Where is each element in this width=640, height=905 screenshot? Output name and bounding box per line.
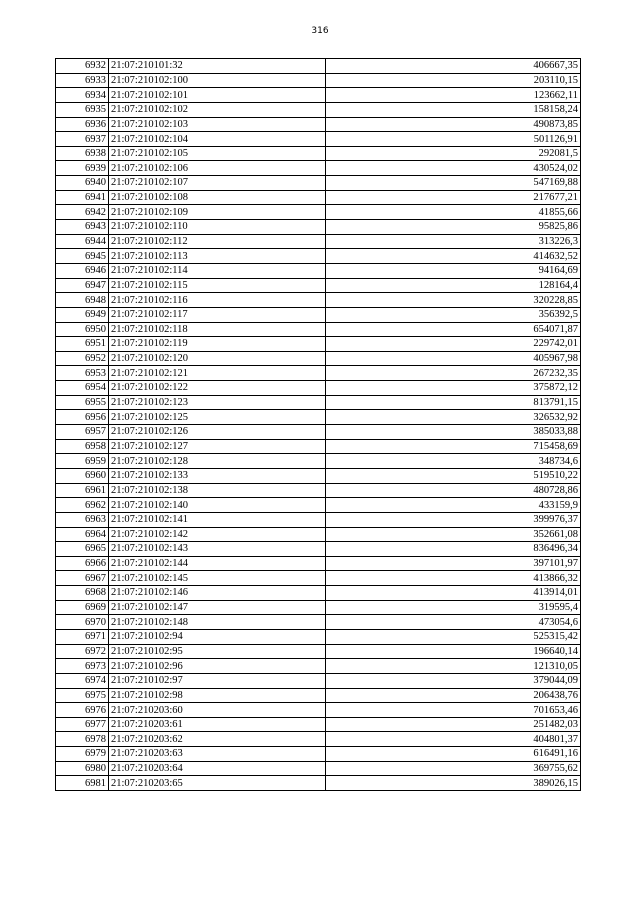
cadastral-value-cell: 413914,01 xyxy=(326,586,581,601)
row-number-cell: 6978 xyxy=(56,732,109,747)
cadastral-value-cell: 356392,5 xyxy=(326,307,581,322)
cadastral-value-cell: 389026,15 xyxy=(326,776,581,791)
cadastral-value-cell: 433159,9 xyxy=(326,498,581,513)
row-number-cell: 6945 xyxy=(56,249,109,264)
cadastral-number-cell: 21:07:210102:109 xyxy=(109,205,326,220)
table-row xyxy=(56,454,581,469)
row-number-cell: 6940 xyxy=(56,176,109,191)
row-number-cell: 6971 xyxy=(56,629,109,644)
row-number-cell: 6972 xyxy=(56,644,109,659)
table-row xyxy=(56,527,581,542)
row-number-cell: 6949 xyxy=(56,307,109,322)
cadastral-number-cell: 21:07:210102:128 xyxy=(109,454,326,469)
cadastral-number-cell: 21:07:210203:61 xyxy=(109,717,326,732)
table-row xyxy=(56,586,581,601)
cadastral-value-cell: 123662,11 xyxy=(326,88,581,103)
cadastral-value-cell: 375872,12 xyxy=(326,381,581,396)
row-number-cell: 6939 xyxy=(56,161,109,176)
cadastral-number-cell: 21:07:210102:106 xyxy=(109,161,326,176)
cadastral-value-table xyxy=(55,58,581,791)
row-number-cell: 6970 xyxy=(56,615,109,630)
cadastral-value-cell: 94164,69 xyxy=(326,263,581,278)
table-row xyxy=(56,190,581,205)
table-row xyxy=(56,293,581,308)
cadastral-value-cell: 836496,34 xyxy=(326,542,581,557)
cadastral-value-cell: 414632,52 xyxy=(326,249,581,264)
cadastral-value-cell: 490873,85 xyxy=(326,117,581,132)
cadastral-number-cell: 21:07:210102:97 xyxy=(109,673,326,688)
table-row xyxy=(56,425,581,440)
table-row xyxy=(56,102,581,117)
cadastral-number-cell: 21:07:210102:117 xyxy=(109,307,326,322)
table-row xyxy=(56,717,581,732)
cadastral-value-cell: 404801,37 xyxy=(326,732,581,747)
row-number-cell: 6935 xyxy=(56,102,109,117)
row-number-cell: 6933 xyxy=(56,73,109,88)
table-row xyxy=(56,395,581,410)
row-number-cell: 6963 xyxy=(56,512,109,527)
table-body xyxy=(56,59,581,791)
cadastral-number-cell: 21:07:210102:94 xyxy=(109,629,326,644)
row-number-cell: 6965 xyxy=(56,542,109,557)
table-row xyxy=(56,571,581,586)
cadastral-value-cell: 352661,08 xyxy=(326,527,581,542)
row-number-cell: 6955 xyxy=(56,395,109,410)
row-number-cell: 6969 xyxy=(56,600,109,615)
cadastral-value-cell: 320228,85 xyxy=(326,293,581,308)
row-number-cell: 6957 xyxy=(56,425,109,440)
cadastral-value-cell: 217677,21 xyxy=(326,190,581,205)
cadastral-number-cell: 21:07:210102:145 xyxy=(109,571,326,586)
table-row xyxy=(56,176,581,191)
cadastral-number-cell: 21:07:210102:126 xyxy=(109,425,326,440)
cadastral-number-cell: 21:07:210102:110 xyxy=(109,220,326,235)
cadastral-number-cell: 21:07:210102:141 xyxy=(109,512,326,527)
table-row xyxy=(56,117,581,132)
table-row xyxy=(56,468,581,483)
cadastral-number-cell: 21:07:210102:107 xyxy=(109,176,326,191)
table-row xyxy=(56,644,581,659)
table-row xyxy=(56,263,581,278)
table-row xyxy=(56,629,581,644)
cadastral-value-cell: 158158,24 xyxy=(326,102,581,117)
table-row xyxy=(56,615,581,630)
row-number-cell: 6938 xyxy=(56,146,109,161)
row-number-cell: 6944 xyxy=(56,234,109,249)
cadastral-number-cell: 21:07:210203:65 xyxy=(109,776,326,791)
cadastral-value-cell: 41855,66 xyxy=(326,205,581,220)
table-row xyxy=(56,366,581,381)
cadastral-number-cell: 21:07:210203:60 xyxy=(109,703,326,718)
table-row xyxy=(56,556,581,571)
cadastral-number-cell: 21:07:210102:121 xyxy=(109,366,326,381)
row-number-cell: 6948 xyxy=(56,293,109,308)
row-number-cell: 6977 xyxy=(56,717,109,732)
row-number-cell: 6934 xyxy=(56,88,109,103)
cadastral-number-cell: 21:07:210102:102 xyxy=(109,102,326,117)
cadastral-value-cell: 203110,15 xyxy=(326,73,581,88)
table-row xyxy=(56,132,581,147)
cadastral-number-cell: 21:07:210102:104 xyxy=(109,132,326,147)
cadastral-value-cell: 369755,62 xyxy=(326,761,581,776)
row-number-cell: 6943 xyxy=(56,220,109,235)
row-number-cell: 6981 xyxy=(56,776,109,791)
table-row xyxy=(56,322,581,337)
row-number-cell: 6960 xyxy=(56,468,109,483)
cadastral-value-cell: 525315,42 xyxy=(326,629,581,644)
row-number-cell: 6973 xyxy=(56,659,109,674)
table-row xyxy=(56,600,581,615)
table-row xyxy=(56,732,581,747)
cadastral-value-cell: 95825,86 xyxy=(326,220,581,235)
cadastral-number-cell: 21:07:210102:103 xyxy=(109,117,326,132)
table-row xyxy=(56,673,581,688)
table-row xyxy=(56,161,581,176)
row-number-cell: 6952 xyxy=(56,351,109,366)
cadastral-value-cell: 654071,87 xyxy=(326,322,581,337)
cadastral-value-cell: 385033,88 xyxy=(326,425,581,440)
table-row xyxy=(56,337,581,352)
cadastral-number-cell: 21:07:210102:108 xyxy=(109,190,326,205)
cadastral-number-cell: 21:07:210102:95 xyxy=(109,644,326,659)
table-row xyxy=(56,278,581,293)
table-row xyxy=(56,307,581,322)
table-row xyxy=(56,703,581,718)
table-row xyxy=(56,351,581,366)
cadastral-number-cell: 21:07:210102:119 xyxy=(109,337,326,352)
cadastral-value-cell: 547169,88 xyxy=(326,176,581,191)
cadastral-number-cell: 21:07:210102:140 xyxy=(109,498,326,513)
row-number-cell: 6941 xyxy=(56,190,109,205)
cadastral-value-cell: 267232,35 xyxy=(326,366,581,381)
cadastral-value-cell: 292081,5 xyxy=(326,146,581,161)
cadastral-number-cell: 21:07:210102:96 xyxy=(109,659,326,674)
table-row xyxy=(56,512,581,527)
cadastral-number-cell: 21:07:210102:147 xyxy=(109,600,326,615)
table-row xyxy=(56,381,581,396)
row-number-cell: 6956 xyxy=(56,410,109,425)
row-number-cell: 6964 xyxy=(56,527,109,542)
table-row xyxy=(56,220,581,235)
row-number-cell: 6958 xyxy=(56,439,109,454)
table-row xyxy=(56,234,581,249)
cadastral-value-cell: 229742,01 xyxy=(326,337,581,352)
table-row xyxy=(56,410,581,425)
table-row xyxy=(56,688,581,703)
row-number-cell: 6980 xyxy=(56,761,109,776)
cadastral-value-cell: 251482,03 xyxy=(326,717,581,732)
cadastral-value-cell: 319595,4 xyxy=(326,600,581,615)
cadastral-number-cell: 21:07:210203:63 xyxy=(109,747,326,762)
cadastral-value-cell: 128164,4 xyxy=(326,278,581,293)
cadastral-value-cell: 813791,15 xyxy=(326,395,581,410)
cadastral-number-cell: 21:07:210102:148 xyxy=(109,615,326,630)
cadastral-value-cell: 616491,16 xyxy=(326,747,581,762)
row-number-cell: 6954 xyxy=(56,381,109,396)
cadastral-number-cell: 21:07:210102:143 xyxy=(109,542,326,557)
cadastral-number-cell: 21:07:210102:100 xyxy=(109,73,326,88)
cadastral-number-cell: 21:07:210102:127 xyxy=(109,439,326,454)
cadastral-value-cell: 397101,97 xyxy=(326,556,581,571)
page-number: 316 xyxy=(311,26,329,36)
cadastral-value-cell: 399976,37 xyxy=(326,512,581,527)
row-number-cell: 6966 xyxy=(56,556,109,571)
table-row xyxy=(56,747,581,762)
cadastral-number-cell: 21:07:210102:123 xyxy=(109,395,326,410)
cadastral-number-cell: 21:07:210102:133 xyxy=(109,468,326,483)
cadastral-number-cell: 21:07:210203:62 xyxy=(109,732,326,747)
cadastral-number-cell: 21:07:210102:144 xyxy=(109,556,326,571)
table-row xyxy=(56,59,581,74)
cadastral-number-cell: 21:07:210102:120 xyxy=(109,351,326,366)
cadastral-number-cell: 21:07:210102:118 xyxy=(109,322,326,337)
row-number-cell: 6946 xyxy=(56,263,109,278)
cadastral-number-cell: 21:07:210203:64 xyxy=(109,761,326,776)
row-number-cell: 6936 xyxy=(56,117,109,132)
cadastral-number-cell: 21:07:210101:32 xyxy=(109,59,326,74)
table-row xyxy=(56,542,581,557)
table-row xyxy=(56,498,581,513)
table-row xyxy=(56,776,581,791)
cadastral-value-cell: 701653,46 xyxy=(326,703,581,718)
table-row xyxy=(56,249,581,264)
cadastral-value-cell: 519510,22 xyxy=(326,468,581,483)
cadastral-number-cell: 21:07:210102:146 xyxy=(109,586,326,601)
row-number-cell: 6961 xyxy=(56,483,109,498)
cadastral-value-cell: 326532,92 xyxy=(326,410,581,425)
cadastral-number-cell: 21:07:210102:98 xyxy=(109,688,326,703)
row-number-cell: 6962 xyxy=(56,498,109,513)
row-number-cell: 6967 xyxy=(56,571,109,586)
row-number-cell: 6937 xyxy=(56,132,109,147)
table-row xyxy=(56,659,581,674)
cadastral-value-cell: 206438,76 xyxy=(326,688,581,703)
table-row xyxy=(56,439,581,454)
cadastral-value-cell: 348734,6 xyxy=(326,454,581,469)
row-number-cell: 6975 xyxy=(56,688,109,703)
cadastral-number-cell: 21:07:210102:114 xyxy=(109,263,326,278)
cadastral-value-cell: 313226,3 xyxy=(326,234,581,249)
row-number-cell: 6947 xyxy=(56,278,109,293)
row-number-cell: 6951 xyxy=(56,337,109,352)
table-row xyxy=(56,146,581,161)
row-number-cell: 6959 xyxy=(56,454,109,469)
cadastral-number-cell: 21:07:210102:122 xyxy=(109,381,326,396)
row-number-cell: 6950 xyxy=(56,322,109,337)
table-row xyxy=(56,483,581,498)
cadastral-value-cell: 501126,91 xyxy=(326,132,581,147)
row-number-cell: 6968 xyxy=(56,586,109,601)
table-row xyxy=(56,73,581,88)
cadastral-number-cell: 21:07:210102:115 xyxy=(109,278,326,293)
cadastral-value-cell: 405967,98 xyxy=(326,351,581,366)
table-row xyxy=(56,761,581,776)
cadastral-number-cell: 21:07:210102:101 xyxy=(109,88,326,103)
cadastral-value-cell: 406667,35 xyxy=(326,59,581,74)
table-row xyxy=(56,88,581,103)
cadastral-number-cell: 21:07:210102:138 xyxy=(109,483,326,498)
cadastral-value-cell: 480728,86 xyxy=(326,483,581,498)
cadastral-number-cell: 21:07:210102:105 xyxy=(109,146,326,161)
row-number-cell: 6953 xyxy=(56,366,109,381)
cadastral-value-cell: 379044,09 xyxy=(326,673,581,688)
cadastral-value-cell: 121310,05 xyxy=(326,659,581,674)
row-number-cell: 6976 xyxy=(56,703,109,718)
cadastral-value-cell: 413866,32 xyxy=(326,571,581,586)
cadastral-number-cell: 21:07:210102:116 xyxy=(109,293,326,308)
cadastral-number-cell: 21:07:210102:112 xyxy=(109,234,326,249)
row-number-cell: 6974 xyxy=(56,673,109,688)
table-row xyxy=(56,205,581,220)
row-number-cell: 6979 xyxy=(56,747,109,762)
cadastral-number-cell: 21:07:210102:142 xyxy=(109,527,326,542)
cadastral-number-cell: 21:07:210102:125 xyxy=(109,410,326,425)
cadastral-value-cell: 473054,6 xyxy=(326,615,581,630)
row-number-cell: 6942 xyxy=(56,205,109,220)
cadastral-number-cell: 21:07:210102:113 xyxy=(109,249,326,264)
cadastral-value-cell: 430524,02 xyxy=(326,161,581,176)
row-number-cell: 6932 xyxy=(56,59,109,74)
cadastral-value-cell: 196640,14 xyxy=(326,644,581,659)
cadastral-value-cell: 715458,69 xyxy=(326,439,581,454)
